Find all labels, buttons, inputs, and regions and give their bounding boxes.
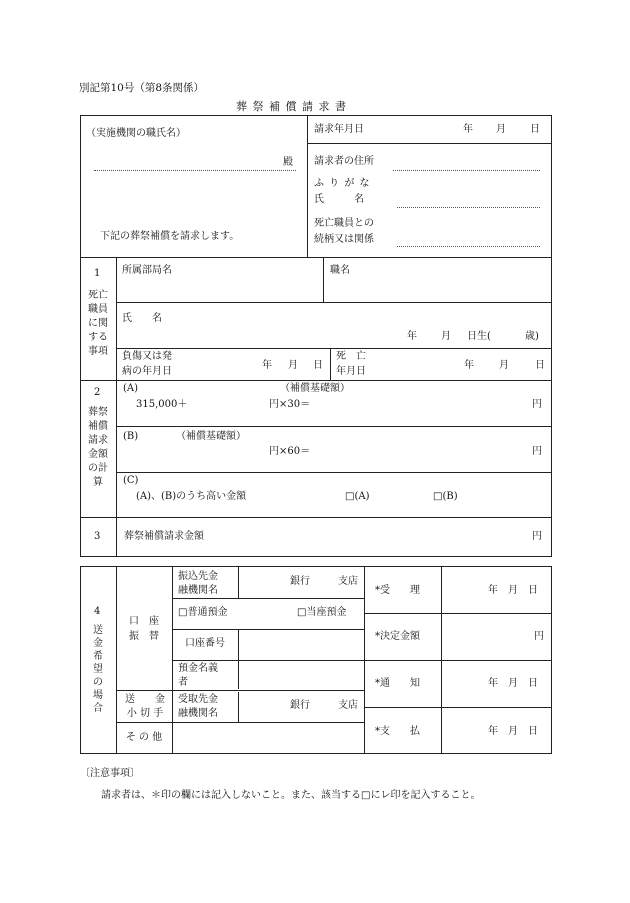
receiving-bank-label: 受取先金 融機関名 — [178, 694, 218, 719]
notes-heading: 〔注意事項〕 — [80, 768, 140, 779]
remittance-check-label: 送 金 小 切 手 — [125, 694, 165, 719]
transfer-bank-label: 振込先金 融機関名 — [178, 571, 218, 596]
check-a[interactable]: □(A) — [345, 491, 370, 502]
c-label: (C) — [123, 475, 139, 486]
top-divider — [307, 115, 308, 257]
applicant-name-field[interactable] — [397, 207, 540, 208]
total-amount-label: 葬祭補償請求金額 — [124, 531, 204, 542]
furigana-label: ふ り が な — [314, 178, 371, 189]
agency-head-label: （実施機関の職氏名） — [86, 128, 186, 139]
ordinary-deposit-checkbox[interactable]: □普通預金 — [178, 607, 228, 618]
current-deposit-checkbox[interactable]: □当座預金 — [297, 607, 347, 618]
notified-label: *通 知 — [375, 678, 420, 689]
decided-amount-label: *決定金額 — [375, 631, 420, 642]
paid-label: *支 払 — [375, 726, 420, 737]
form-number: 別記第10号（第8条関係） — [79, 82, 205, 94]
b-formula: 円×60＝ — [269, 446, 311, 457]
section2-number: 2 — [94, 387, 101, 398]
injury-date-label: 病の年月日 — [122, 366, 172, 377]
a-label: (A) — [123, 383, 139, 394]
section1-number: 1 — [94, 268, 101, 279]
section1-side-label: 死亡 職員 に関 する 事項 — [88, 290, 108, 357]
deceased-name-label: 氏 名 — [122, 313, 162, 324]
a-formula-prefix: 315,000＋ — [136, 399, 188, 410]
form-title: 葬 祭 補 償 請 求 書 — [236, 100, 347, 113]
notes-text: 請求者は、＊印の欄には記入しないこと。また、該当する□にレ印を記入すること。 — [101, 790, 481, 801]
account-number-label: 口座番号 — [185, 638, 225, 649]
section3-number: 3 — [94, 531, 101, 542]
relation-field[interactable] — [397, 246, 540, 247]
relation-label: 続柄又は関係 — [314, 234, 374, 245]
section4-number: 4 — [94, 606, 101, 617]
section2-side-label: 葬祭 補償 請求 金額 の計 算 — [88, 407, 108, 488]
dono-label: 殿 — [283, 157, 293, 168]
job-title-label: 職名 — [330, 265, 350, 276]
account-holder-label: 預金名義 者 — [178, 663, 218, 688]
request-date-label: 請求年月日 — [314, 124, 364, 135]
death-date-label: 年月日 — [336, 366, 366, 377]
check-b[interactable]: □(B) — [433, 491, 458, 502]
age-label: 歳) — [525, 331, 539, 342]
dept-label: 所属部局名 — [122, 265, 172, 276]
applicant-name-label: 氏 名 — [314, 194, 364, 205]
section4-side-label: 送 金 希 望 の 場 合 — [93, 625, 103, 714]
account-transfer-label: 口 座 振 替 — [129, 616, 159, 642]
applicant-address-label: 請求者の住所 — [314, 156, 374, 167]
other-label: そ の 他 — [125, 732, 163, 743]
a-formula: 円×30＝ — [269, 399, 311, 410]
b-label: (B) — [123, 431, 139, 442]
c-text: (A)、(B)のうち高い金額 — [136, 491, 247, 502]
applicant-address-field[interactable] — [393, 170, 540, 171]
agency-head-field[interactable] — [94, 170, 296, 171]
request-statement: 下記の葬祭補償を請求します。 — [100, 231, 240, 242]
birth-date-label: 日生( — [467, 331, 491, 342]
received-label: *受 理 — [375, 585, 420, 596]
